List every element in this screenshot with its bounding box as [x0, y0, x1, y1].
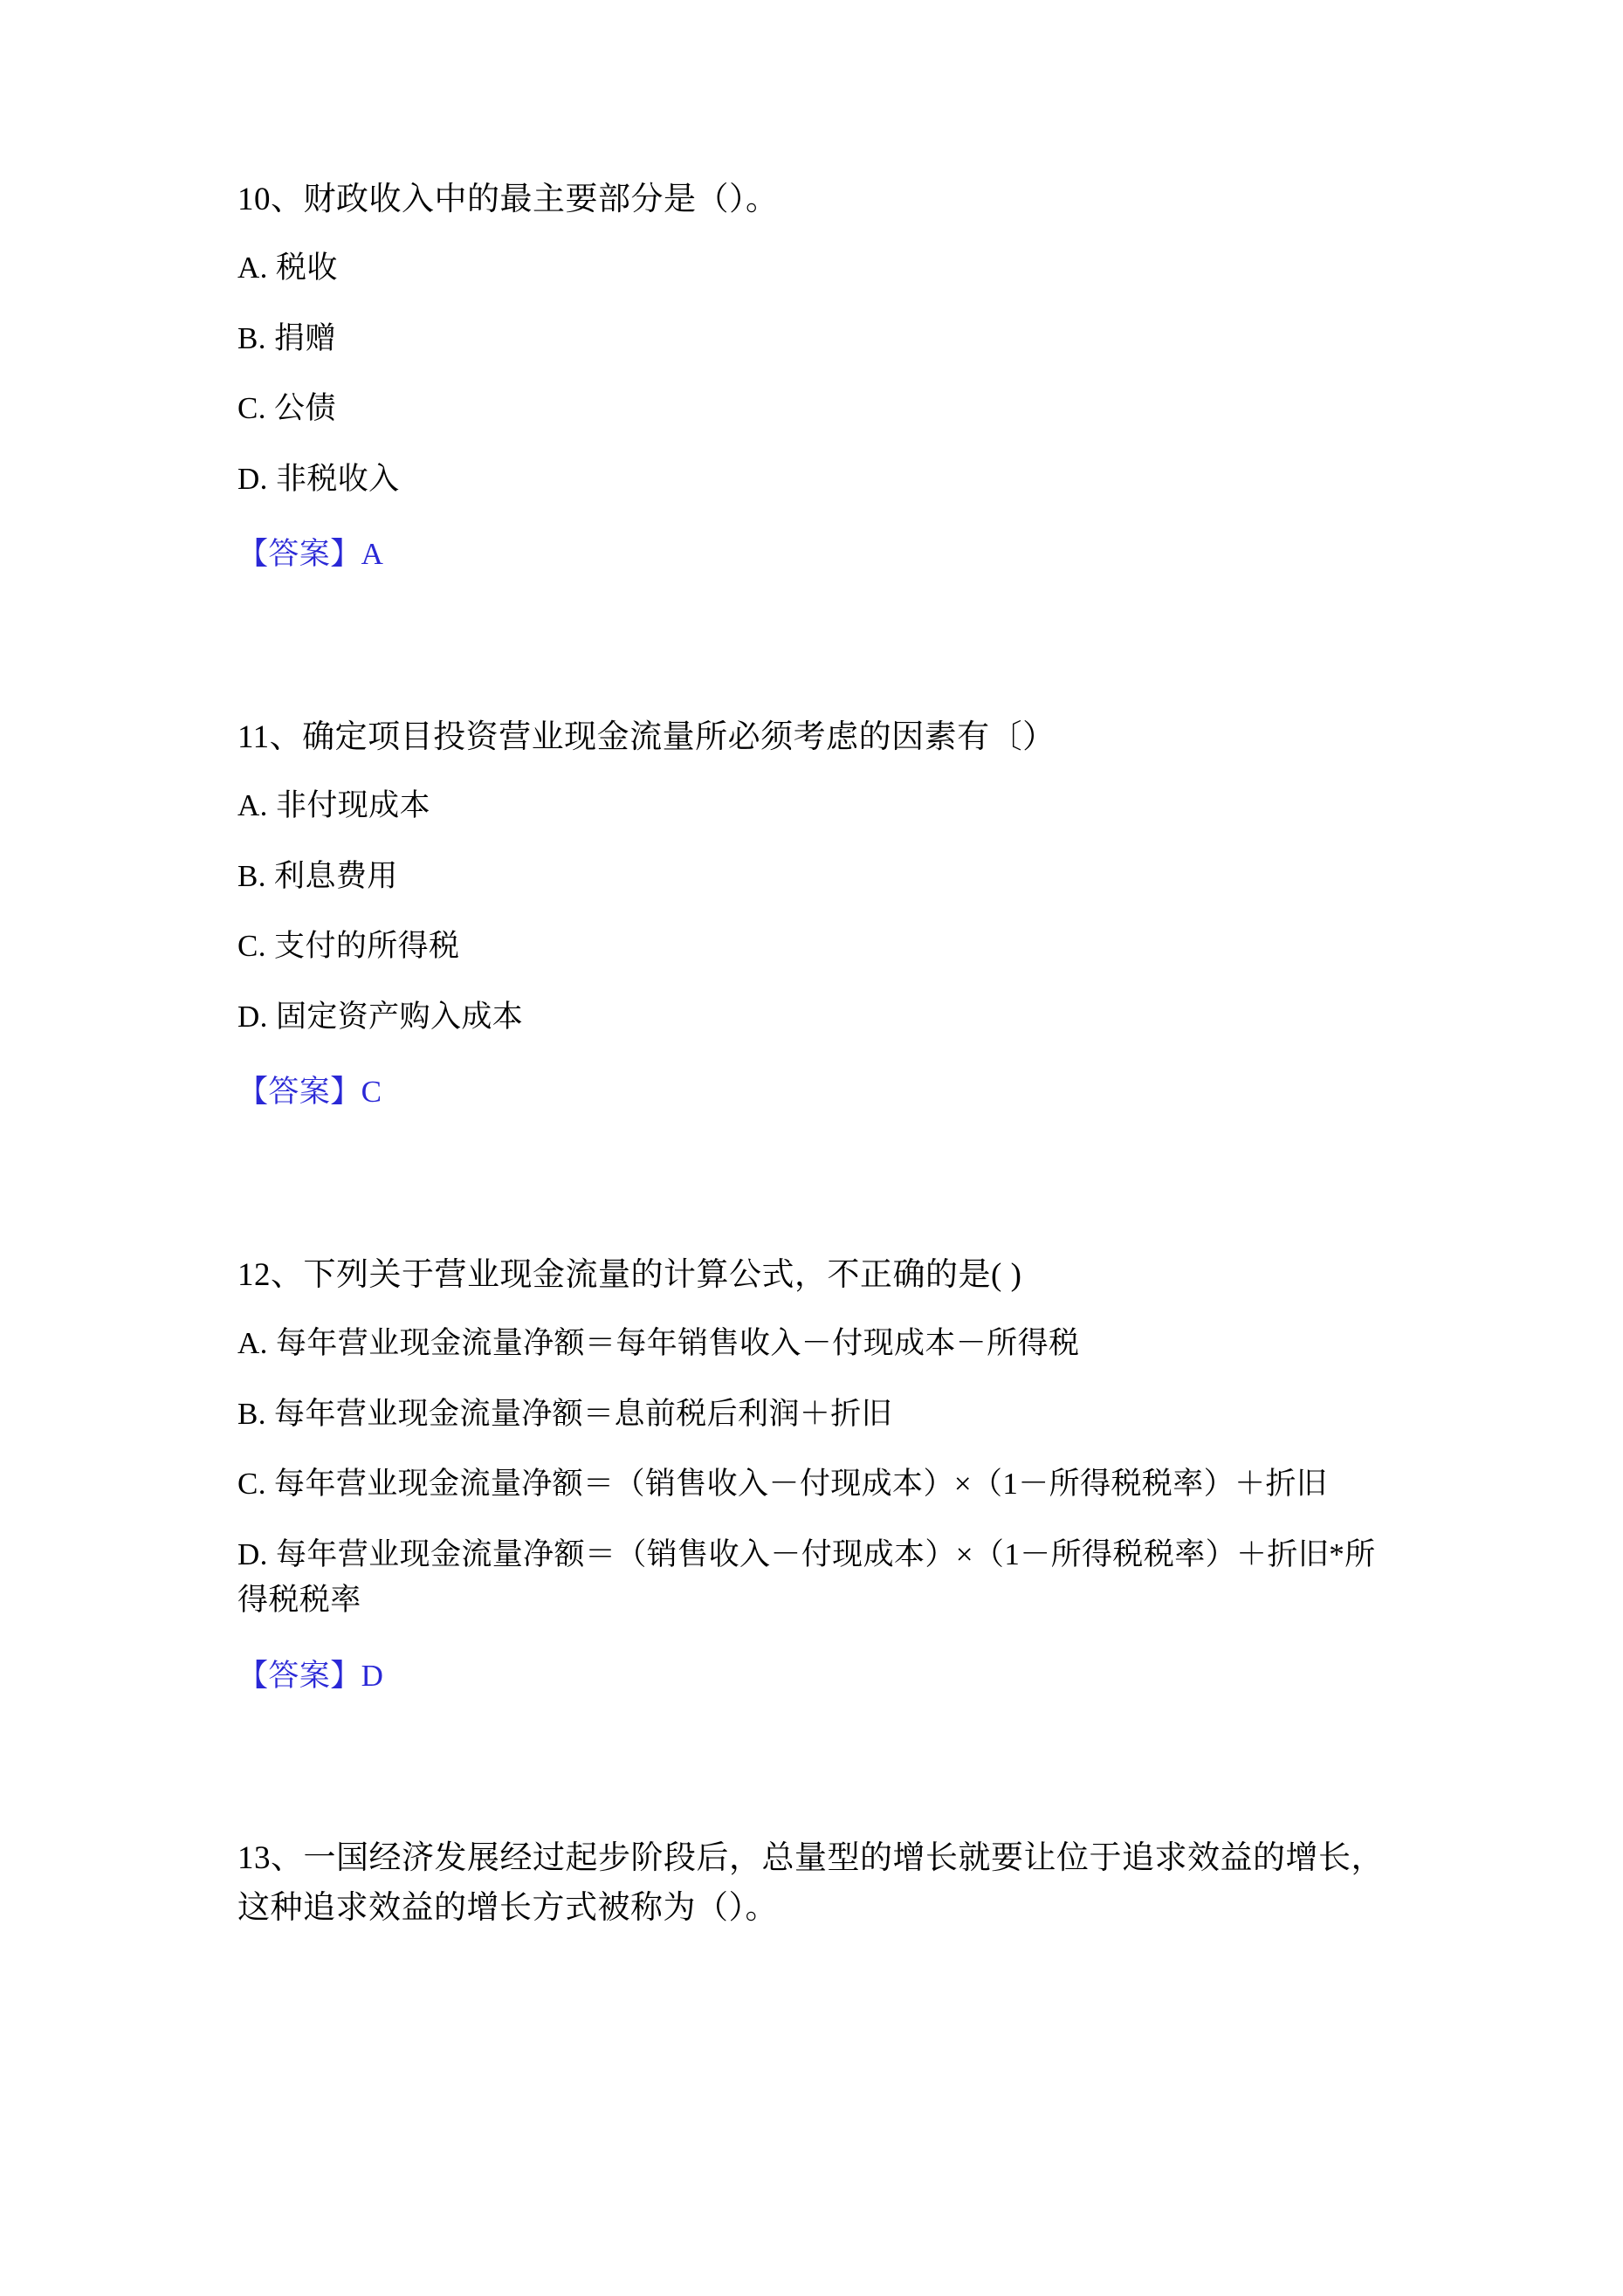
question-number: 13、 [237, 1840, 304, 1877]
section-spacer [237, 1200, 1400, 1250]
question-stem [237, 175, 1400, 224]
option-c: C. 公债 [237, 391, 336, 426]
question-stem [237, 712, 1400, 762]
question-block [237, 1250, 1400, 1699]
option-d: D. 每年营业现金流量净额＝（销售收入－付现成本）×（1－所得税税率）＋折旧*所得税税率 [237, 1536, 1376, 1618]
question-stem [237, 1250, 1400, 1300]
option-a: A. 税收 [237, 251, 338, 285]
answer-line [237, 1069, 1400, 1116]
question-number: 10、 [237, 182, 304, 217]
answer-label: 【答案】 [237, 537, 361, 572]
answer-label: 【答案】 [237, 1075, 361, 1110]
answer-value: D [361, 1658, 384, 1693]
question-block [237, 175, 1400, 578]
question-text: 确定项目投资营业现金流量所必须考虑的因素有〔） [302, 718, 1056, 755]
answer-value: A [361, 537, 384, 572]
question-number: 11、 [237, 718, 303, 755]
option-b: B. 每年营业现金流量净额＝息前税后利润＋折旧 [237, 1396, 893, 1431]
option-c: C. 每年营业现金流量净额＝（销售收入－付现成本）×（1－所得税税率）＋折旧 [237, 1467, 1328, 1502]
section-spacer [237, 1783, 1400, 1833]
question-text: 一国经济发展经过起步阶段后，总量型的增长就要让位于追求效益的增长，这种追求效益的增长方式被称为（）。 [237, 1840, 1384, 1927]
question-block [237, 1833, 1400, 1934]
answer-value: C [361, 1075, 382, 1110]
answer-line [237, 1653, 1400, 1700]
option-a: A. 非付现成本 [237, 788, 430, 823]
question-number: 12、 [237, 1256, 304, 1293]
option-c: C. 支付的所得税 [237, 929, 460, 964]
answer-label: 【答案】 [237, 1658, 361, 1693]
option-d: D. 非税收入 [237, 461, 400, 496]
option-a: A. 每年营业现金流量净额＝每年销售收入－付现成本－所得税 [237, 1326, 1080, 1361]
option-b: B. 捐赠 [237, 320, 336, 355]
option-d: D. 固定资产购入成本 [237, 999, 524, 1034]
section-spacer [237, 662, 1400, 712]
question-text: 下列关于营业现金流量的计算公式，不正确的是( ) [303, 1256, 1022, 1293]
option-b: B. 利息费用 [237, 858, 398, 893]
question-stem [237, 1833, 1400, 1934]
question-text: 财政收入中的最主要部分是（）。 [303, 182, 779, 217]
answer-line [237, 532, 1400, 578]
question-block [237, 712, 1400, 1116]
